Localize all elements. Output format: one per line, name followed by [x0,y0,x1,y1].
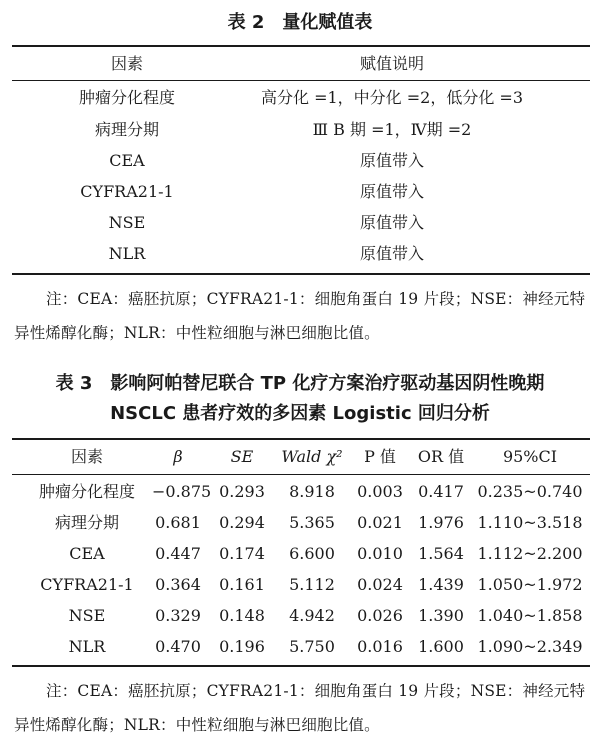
table3-cell-p: 0.026 [357,606,403,625]
table-row [12,82,590,114]
table2-header-assignment: 赋值说明 [359,54,424,73]
table3-cell-ci: 1.090~2.349 [477,637,583,656]
table3-bottom-rule [12,665,590,667]
table3-cell-ci: 1.110~3.518 [477,513,583,532]
table3-cell-wald: 4.942 [289,606,335,625]
table3-cell-factor: 肿瘤分化程度 [38,482,135,501]
table-row [12,145,590,177]
table3-caption-line1: 表 3 影响阿帕替尼联合 TP 化疗方案治疗驱动基因阴性晚期 [55,373,545,394]
table3-header-factor: 因素 [70,447,103,466]
table2-cell-assignment: 高分化 =1，中分化 =2，低分化 =3 [260,88,524,107]
table2-cell-assignment: 原值带入 [359,151,424,170]
table-row [12,631,590,663]
table3-cell-ci: 1.050~1.972 [477,575,583,594]
table2-cell-factor: 肿瘤分化程度 [78,88,175,107]
table-row [12,176,590,208]
table2-cell-factor: NLR [108,244,146,263]
table3-cell-or: 0.417 [418,482,464,501]
table2-cell-factor: CEA [109,151,145,170]
table3-cell-factor: CYFRA21-1 [40,575,134,594]
table3-cell-factor: CEA [69,544,105,563]
table3-cell-ci: 1.112~2.200 [477,544,583,563]
table3-cell-or: 1.439 [418,575,464,594]
table2-cell-assignment: 原值带入 [359,244,424,263]
table3-note: 注：CEA：癌胚抗原；CYFRA21-1：细胞角蛋白 19 片段；NSE：神经元特异性烯醇化酶；NLR：中性粒细胞与淋巴细胞比值。 [14,682,586,734]
table3-cell-beta: 0.329 [155,606,201,625]
table-row [12,476,590,508]
table3-cell-beta: 0.681 [155,513,201,532]
table3-header-beta: β [173,447,183,466]
table3-header-or: OR 值 [417,447,465,466]
table3-cell-beta: 0.364 [155,575,201,594]
table3-header-se: SE [230,447,254,466]
table2-header-rule [12,80,590,81]
table3-cell-or: 1.390 [418,606,464,625]
table3-cell-se: 0.293 [219,482,265,501]
table3-header-rule [12,474,590,475]
table3-cell-or: 1.976 [418,513,464,532]
table3-top-rule [12,438,590,440]
table3-cell-factor: 病理分期 [54,513,119,532]
table2-cell-factor: NSE [108,213,146,232]
table3-cell-or: 1.600 [418,637,464,656]
table-row [12,600,590,632]
table3-cell-se: 0.161 [219,575,265,594]
table2-header-row [12,48,590,80]
table3-cell-ci: 1.040~1.858 [477,606,583,625]
table3-cell-wald: 6.600 [289,544,335,563]
table2-cell-assignment: 原值带入 [359,213,424,232]
table3-cell-p: 0.010 [357,544,403,563]
table-row [12,569,590,601]
table3-cell-wald: 5.112 [289,575,335,594]
table-row [12,114,590,146]
table3-cell-or: 1.564 [418,544,464,563]
table-row [12,238,590,270]
table2-note: 注：CEA：癌胚抗原；CYFRA21-1：细胞角蛋白 19 片段；NSE：神经元特异性烯醇化酶；NLR：中性粒细胞与淋巴细胞比值。 [14,290,586,342]
table3-cell-factor: NLR [68,637,106,656]
table2-cell-factor: 病理分期 [94,120,159,139]
table3-header-wald: Wald χ² [281,447,343,466]
table3-cell-wald: 5.365 [289,513,335,532]
table3-header-p: P 值 [364,447,396,466]
table3-cell-beta: 0.470 [155,637,201,656]
table3-caption-line2: NSCLC 患者疗效的多因素 Logistic 回归分析 [110,403,490,424]
table2-top-rule [12,45,590,47]
table3-cell-p: 0.024 [357,575,403,594]
table3-cell-se: 0.148 [219,606,265,625]
table-row [12,507,590,539]
table-row [12,538,590,570]
table3-cell-beta: 0.447 [155,544,201,563]
table3-cell-p: 0.003 [357,482,403,501]
table3-cell-se: 0.294 [219,513,265,532]
table2-caption: 表 2 量化赋值表 [227,12,373,33]
table3-cell-p: 0.021 [357,513,403,532]
table3-header-ci: 95%CI [502,447,558,466]
table3-cell-p: 0.016 [357,637,403,656]
table-row [12,207,590,239]
table3-cell-wald: 5.750 [289,637,335,656]
table2-cell-assignment: Ⅲ B 期 =1，Ⅳ期 =2 [312,120,472,139]
table3-cell-ci: 0.235~0.740 [477,482,583,501]
table3-cell-factor: NSE [68,606,106,625]
table2-cell-factor: CYFRA21-1 [80,182,174,201]
table2-bottom-rule [12,273,590,275]
table2-cell-assignment: 原值带入 [359,182,424,201]
table3-cell-wald: 8.918 [289,482,335,501]
table3-cell-se: 0.196 [219,637,265,656]
table2-header-factor: 因素 [110,54,143,73]
table3-cell-beta: −0.875 [152,482,212,501]
table3-header-row [12,441,590,473]
table3-cell-se: 0.174 [219,544,265,563]
